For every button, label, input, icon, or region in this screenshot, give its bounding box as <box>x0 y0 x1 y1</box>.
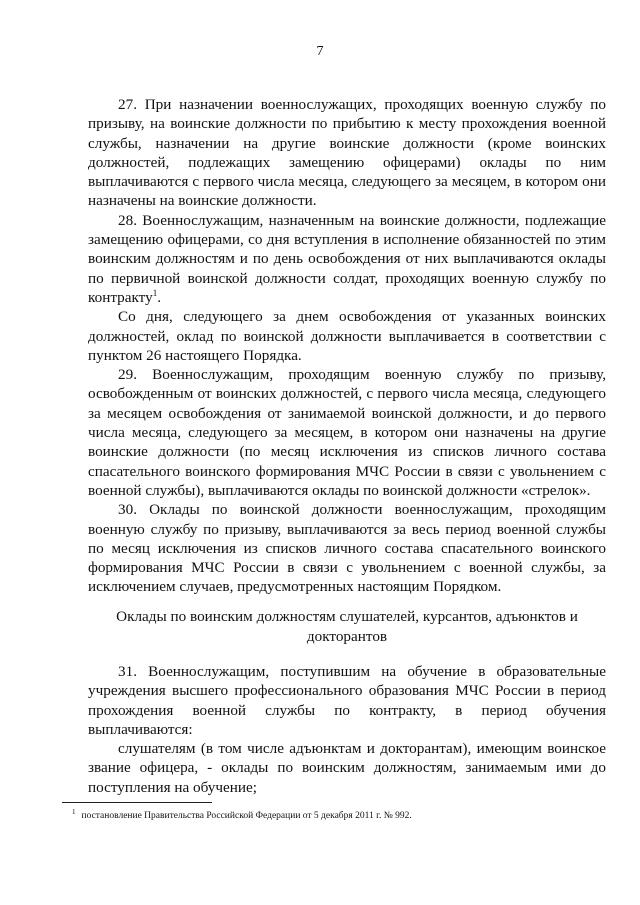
paragraph-31 <box>88 662 606 739</box>
paragraph-30-text: 30. Оклады по воинской должности военнослужащим, проходящим военную службу по призыву, выплачиваются за весь период военной службы по месяц исключения из списков личного состава спасательного воинского формирования МЧС России в связи с увольнением с военной службы, за исключением случаев, предусмотренных настоящим Порядком. <box>88 501 606 596</box>
paragraph-27-text: 27. При назначении военнослужащих, проходящих военную службу по призыву, на воинские должности по прибытию к месту прохождения военной службы, назначении на другие воинские должности (кроме воинских должностей, подлежащих замещению офицерами) оклады по ним выплачиваются с первого числа месяца, следующего за месяцем, в котором они назначены на воинские должности. <box>88 96 606 210</box>
footnote-marker: 1 <box>72 807 76 816</box>
paragraph-31-text: 31. Военнослужащим, поступившим на обучение в образовательные учреждения высшего профессионального образования МЧС России в период прохождения военной службы по контракту, в период обучения выплачиваются: <box>88 663 606 738</box>
page-number: 7 <box>316 44 324 59</box>
paragraph-31-item-listeners <box>88 739 606 797</box>
paragraph-29 <box>88 365 606 500</box>
footnote-divider <box>62 802 212 803</box>
footnote-text: постановление Правительства Российской Федерации от 5 декабря 2011 г. № 992. <box>81 811 412 821</box>
paragraph-28-tail: . <box>157 288 161 306</box>
paragraph-30 <box>88 500 606 596</box>
paragraph-28 <box>88 211 606 307</box>
paragraph-28-continuation <box>88 307 606 365</box>
paragraph-31-item-text: слушателям (в том числе адъюнктам и докторантам), имеющим воинское звание офицера, - оклады по воинским должностям, занимаемым ими до поступления на обучение; <box>88 740 606 796</box>
paragraph-29-text: 29. Военнослужащим, проходящим военную службу по призыву, освобожденным от воинских должностей, с первого числа месяца, следующего за месяцем освобождения от занимаемой воинской должности, и до первого числа месяца, следующего за месяцем, в котором они назначены на другие воинские должности (по месяц исключения из списков личного состава спасательного воинского формирования МЧС России в связи с увольнением с военной службы), выплачиваются оклады по воинской должности «стрелок». <box>88 366 606 499</box>
paragraph-27 <box>88 95 606 211</box>
footnote <box>72 807 592 822</box>
document-body <box>88 95 606 597</box>
paragraph-28-text: 28. Военнослужащим, назначенным на воинские должности, подлежащие замещению офицерами, со дня вступления в исполнение обязанностей по этим воинским должностям и по день освобождения от них выплачиваются оклады по первичной воинской должности солдат, проходящих военную службу по контракту <box>88 211 606 306</box>
paragraph-28-continuation-text: Со дня, следующего за днем освобождения от указанных воинских должностей, оклад по воинской должности выплачивается в соответствии с пунктом 26 настоящего Порядка. <box>88 308 606 364</box>
footnote-reference[interactable]: 1 <box>152 287 158 298</box>
section-body <box>88 662 606 797</box>
section-heading: Оклады по воинским должностям слушателей, курсантов, адъюнктов и докторантов <box>116 608 578 645</box>
